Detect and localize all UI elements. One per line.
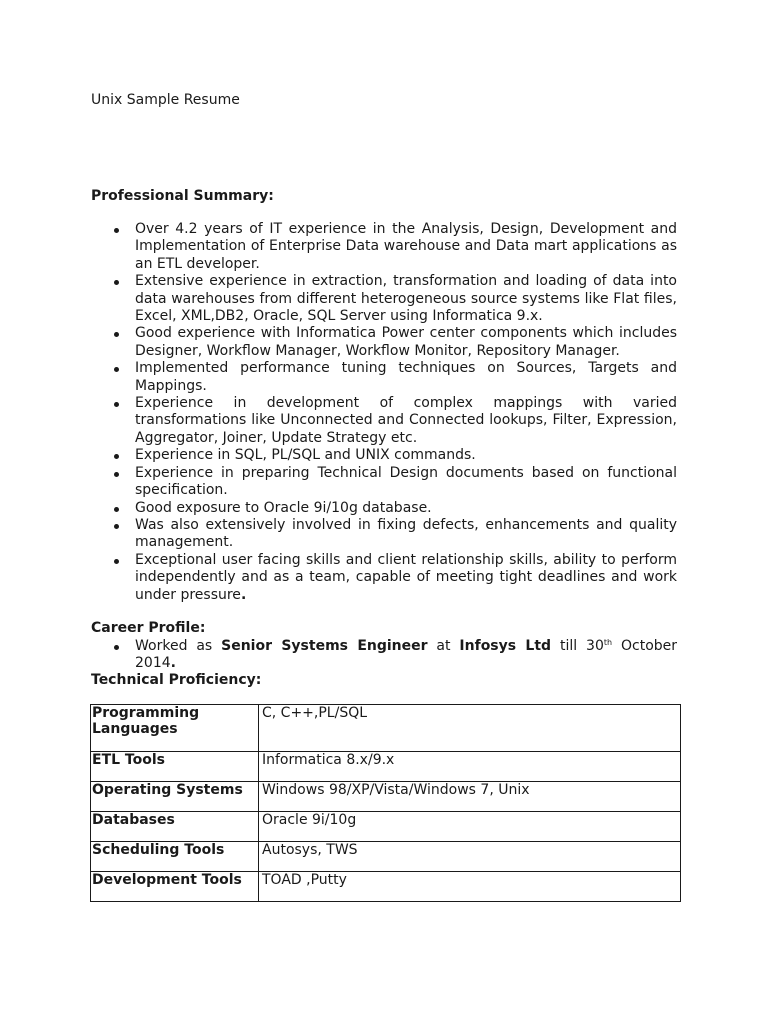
career-date-superscript: th: [603, 638, 613, 647]
summary-item-period: .: [240, 586, 247, 603]
career-at: at: [427, 638, 460, 654]
table-row: [91, 752, 681, 782]
summary-item: Good exposure to Oracle 9i/10g database.: [91, 500, 677, 517]
skill-value-cell: Oracle 9i/10g: [259, 812, 681, 842]
career-profile-list: [91, 638, 677, 673]
skill-category-cell: ETL Tools: [91, 752, 259, 782]
skill-value-cell: TOAD ,Putty: [259, 872, 681, 902]
career-period: .: [170, 655, 176, 672]
skill-value-cell: Windows 98/XP/Vista/Windows 7, Unix: [259, 782, 681, 812]
summary-item: Over 4.2 years of IT experience in the Analysis, Design, Development and Implementation of Enterprise Data warehouse and Data mart applications as an ETL developer.: [91, 221, 677, 273]
summary-item: [91, 552, 677, 604]
technical-proficiency-heading: Technical Proficiency:: [91, 672, 262, 688]
career-role: Senior Systems Engineer: [221, 638, 428, 654]
skill-value-cell: Autosys, TWS: [259, 842, 681, 872]
summary-item: Experience in preparing Technical Design documents based on functional specification.: [91, 465, 677, 500]
skill-value-cell: C, C++,PL/SQL: [259, 705, 681, 752]
table-row: [91, 842, 681, 872]
career-prefix: Worked as: [135, 638, 222, 654]
summary-item: Was also extensively involved in fixing defects, enhancements and quality management.: [91, 517, 677, 552]
skill-category-cell: Databases: [91, 812, 259, 842]
skill-value-cell: Informatica 8.x/9.x: [259, 752, 681, 782]
skill-category-cell: Operating Systems: [91, 782, 259, 812]
summary-item: Good experience with Informatica Power center components which includes Designer, Workflow Manager, Workflow Monitor, Repository Manager.: [91, 325, 677, 360]
career-profile-heading: Career Profile:: [91, 620, 206, 636]
skill-category-cell: Scheduling Tools: [91, 842, 259, 872]
summary-item: Experience in development of complex mappings with varied transformations like Unconnected and Connected lookups, Filter, Expression, Aggregator, Joiner, Update Strategy etc.: [91, 395, 677, 447]
table-row: [91, 872, 681, 902]
document-title: Unix Sample Resume: [91, 92, 240, 108]
summary-item: Experience in SQL, PL/SQL and UNIX commands.: [91, 447, 677, 464]
table-row: [91, 782, 681, 812]
professional-summary-list: [91, 221, 677, 604]
career-date-rest: October 2014: [135, 638, 678, 672]
summary-item-text: Exceptional user facing skills and client relationship skills, ability to perform independently and as a team, capable of meeting tight deadlines and work under pressure: [135, 551, 677, 603]
summary-item: Implemented performance tuning techniques on Sources, Targets and Mappings.: [91, 360, 677, 395]
career-till: till 30: [551, 638, 604, 654]
skill-category-cell: Programming Languages: [91, 705, 259, 752]
table-row: [91, 812, 681, 842]
professional-summary-heading: Professional Summary:: [91, 188, 274, 204]
technical-proficiency-table: [90, 704, 681, 902]
table-row: [91, 705, 681, 752]
career-company: Infosys Ltd: [459, 638, 552, 654]
skill-category-cell: Development Tools: [91, 872, 259, 902]
career-item: [91, 638, 677, 673]
summary-item: Extensive experience in extraction, transformation and loading of data into data warehouses from different heterogeneous source systems like Flat files, Excel, XML,DB2, Oracle, SQL Server using Informatica 9.x.: [91, 273, 677, 325]
